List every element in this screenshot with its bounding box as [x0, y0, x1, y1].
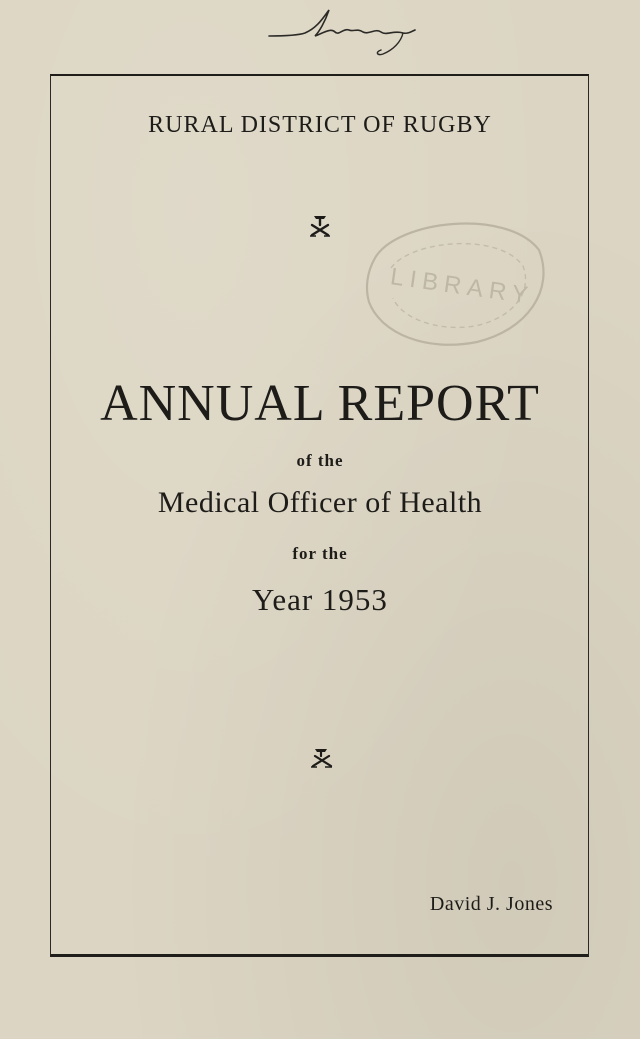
svg-text:LIBRARY: LIBRARY: [388, 263, 536, 310]
printer-ornament-icon: [308, 213, 332, 239]
for-the-line: for the: [292, 544, 348, 563]
district-name: RURAL DISTRICT OF RUGBY: [148, 112, 492, 138]
of-the-line: of the: [296, 451, 344, 470]
report-subject: Medical Officer of Health: [157, 486, 483, 519]
report-title: ANNUAL REPORT: [100, 375, 540, 432]
handwritten-library-note: [265, 2, 425, 62]
report-year: Year 1953: [252, 582, 388, 617]
printer-ornament-icon: [310, 746, 334, 770]
library-stamp: [357, 210, 552, 355]
author-name: David J. Jones: [429, 893, 553, 915]
